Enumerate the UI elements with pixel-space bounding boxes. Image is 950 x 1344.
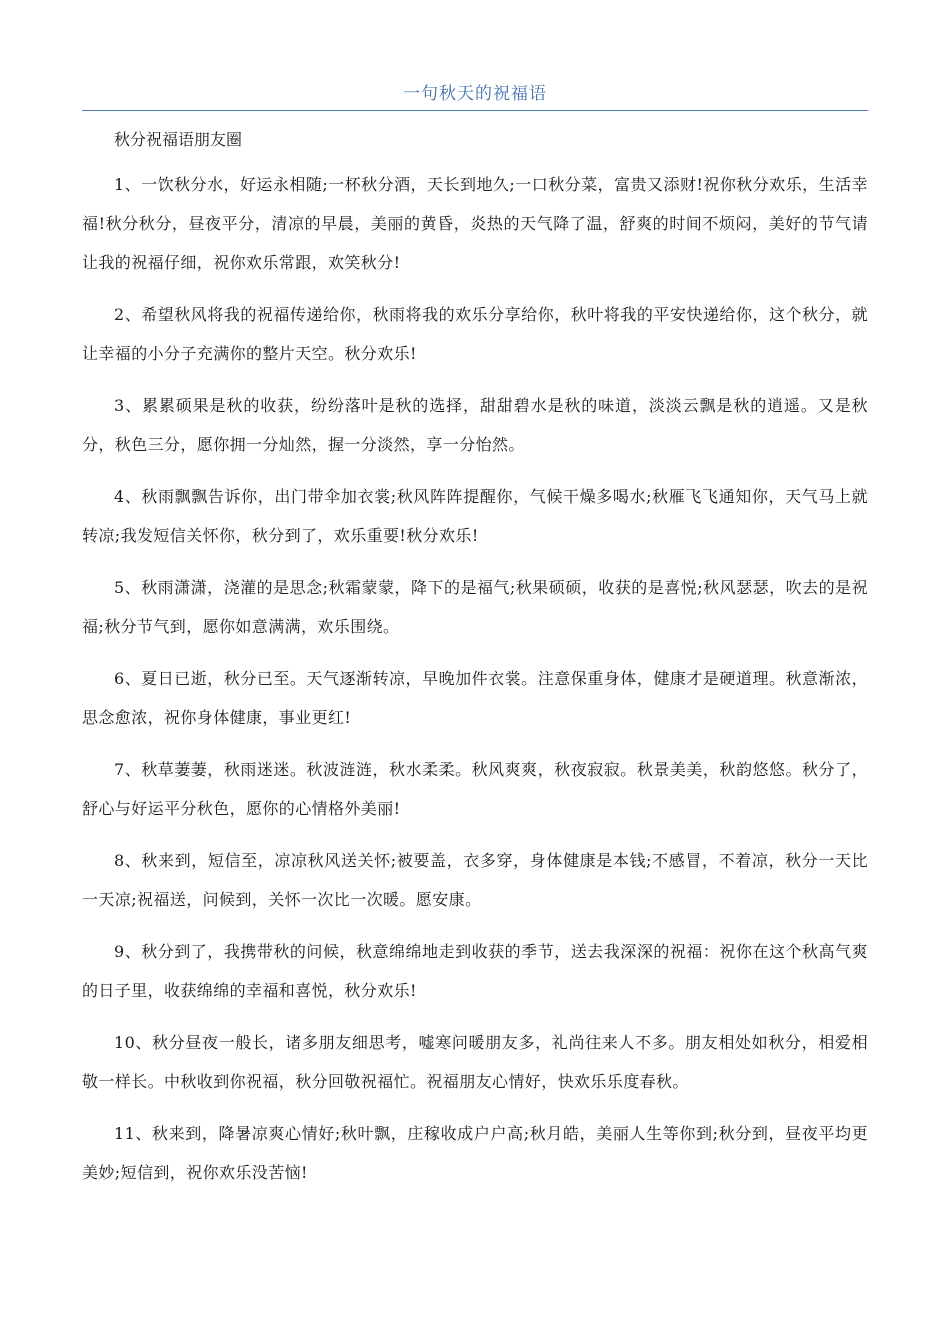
paragraph-8: 8、秋来到，短信至，凉凉秋风送关怀;被要盖，衣多穿，身体健康是本钱;不感冒，不着凉，秋分一天比一天凉;祝福送，问候到，关怀一次比一次暖。愿安康。 xyxy=(82,851,868,909)
page-header xyxy=(82,80,868,111)
section-title: 秋分祝福语朋友圈 xyxy=(114,130,243,149)
paragraph-5: 5、秋雨潇潇，浇灌的是思念;秋霜蒙蒙，降下的是福气;秋果硕硕，收获的是喜悦;秋风瑟瑟，吹去的是祝福;秋分节气到，愿你如意满满，欢乐围绕。 xyxy=(82,578,868,636)
paragraph-2: 2、希望秋风将我的祝福传递给你，秋雨将我的欢乐分享给你，秋叶将我的平安快递给你，这个秋分，就让幸福的小分子充满你的整片天空。秋分欢乐! xyxy=(82,305,868,363)
paragraph-6: 6、夏日已逝，秋分已至。天气逐渐转凉，早晚加件衣裳。注意保重身体，健康才是硬道理。秋意渐浓，思念愈浓，祝你身体健康，事业更红! xyxy=(82,669,868,727)
paragraph-10: 10、秋分昼夜一般长，诸多朋友细思考，嘘寒问暖朋友多，礼尚往来人不多。朋友相处如秋分，相爱相敬一样长。中秋收到你祝福，秋分回敬祝福忙。祝福朋友心情好，快欢乐乐度春秋。 xyxy=(82,1033,868,1091)
document-body xyxy=(82,124,868,1205)
paragraph-1: 1、一饮秋分水，好运永相随;一杯秋分酒，天长到地久;一口秋分菜，富贵又添财!祝你秋分欢乐，生活幸福!秋分秋分，昼夜平分，清凉的早晨，美丽的黄昏，炎热的天气降了温，舒爽的时间不烦闷，美好的节气请让我的祝福仔细，祝你欢乐常跟，欢笑秋分! xyxy=(82,175,868,272)
paragraph-7: 7、秋草萋萋，秋雨迷迷。秋波涟涟，秋水柔柔。秋风爽爽，秋夜寂寂。秋景美美，秋韵悠悠。秋分了，舒心与好运平分秋色，愿你的心情格外美丽! xyxy=(82,760,868,818)
paragraph-4: 4、秋雨飘飘告诉你，出门带伞加衣裳;秋风阵阵提醒你，气候干燥多喝水;秋雁飞飞通知你，天气马上就转凉;我发短信关怀你，秋分到了，欢乐重要!秋分欢乐! xyxy=(82,487,868,545)
paragraph-3: 3、累累硕果是秋的收获，纷纷落叶是秋的选择，甜甜碧水是秋的味道，淡淡云飘是秋的逍遥。又是秋分，秋色三分，愿你拥一分灿然，握一分淡然，享一分怡然。 xyxy=(82,396,868,454)
page-title: 一句秋天的祝福语 xyxy=(403,84,547,104)
paragraph-9: 9、秋分到了，我携带秋的问候，秋意绵绵地走到收获的季节，送去我深深的祝福：祝你在这个秋高气爽的日子里，收获绵绵的幸福和喜悦，秋分欢乐! xyxy=(82,942,868,1000)
paragraph-11: 11、秋来到，降暑凉爽心情好;秋叶飘，庄稼收成户户高;秋月皓，美丽人生等你到;秋分到，昼夜平均更美妙;短信到，祝你欢乐没苦恼! xyxy=(82,1124,868,1182)
